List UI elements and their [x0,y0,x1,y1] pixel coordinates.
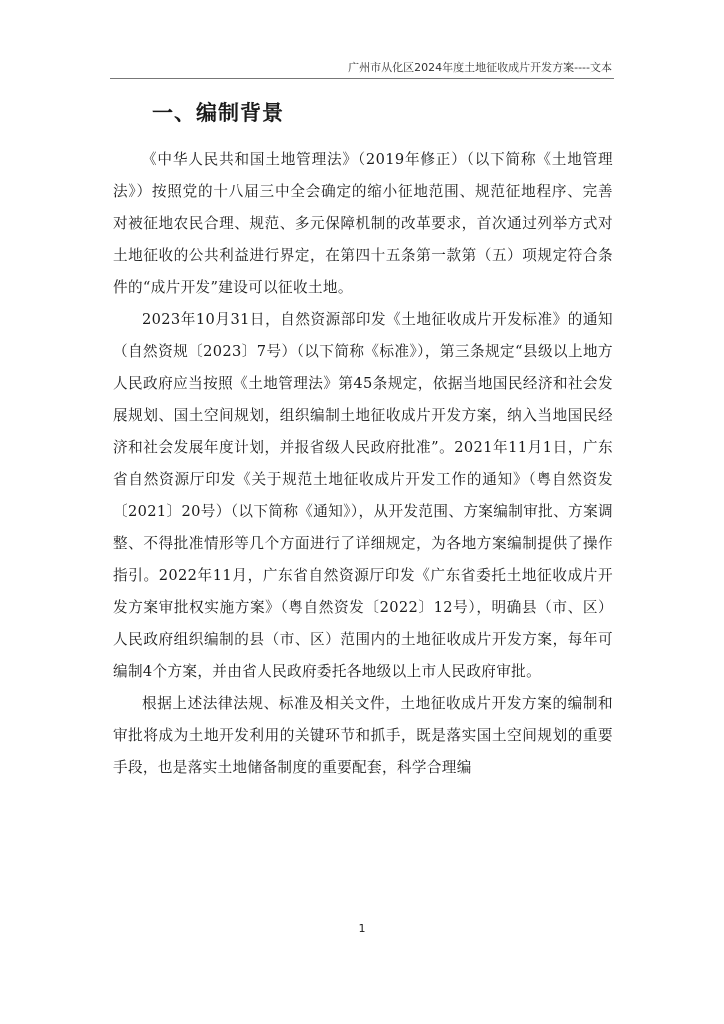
paragraph-significance: 根据上述法律法规、标准及相关文件，土地征收成片开发方案的编制和审批将成为土地开发利用的关键环节和抓手，既是落实国土空间规划的重要手段，也是落实土地储备制度的重要配套，科学合理编 [113,695,613,776]
running-header: 广州市从化区2024年度土地征收成片开发方案----文本 [348,61,612,74]
paragraph-legal-background: 《中华人民共和国土地管理法》（2019年修正）（以下简称《土地管理法》）按照党的十八届三中全会确定的缩小征地范围、规范征地程序、完善对被征地农民合理、规范、多元保障机制的改革要求，首次通过列举方式对土地征收的公共利益进行界定，在第四十五条第一款第（五）项规定符合条件的“成片开发”建设可以征收土地。 [113,151,613,296]
page-number: 1 [358,922,366,935]
section-heading: 一、编制背景 [152,101,284,125]
header-divider [110,78,614,79]
paragraph-policy-documents: 2023年10月31日，自然资源部印发《土地征收成片开发标准》的通知（自然资规〔2023〕7号）（以下简称《标准》），第三条规定“县级以上地方人民政府应当按照《土地管理法》第45条规定，依据当地国民经济和社会发展规划、国土空间规划，组织编制土地征收成片开发方案，纳入当地国民经济和社会发展年度计划，并报省级人民政府批准”。2021年11月1日，广东省自然资源厅印发《关于规范土地征收成片开发工作的通知》（粤自然资发〔2021〕20号）（以下简称《通知》），从开发范围、方案编制审批、方案调整、不得批准情形等几个方面进行了详细规定，为各地方案编制提供了操作指引。2022年11月，广东省自然资源厅印发《广东省委托土地征收成片开发方案审批权实施方案》（粤自然资发〔2022〕12号），明确县（市、区）人民政府组织编制的县（市、区）范围内的土地征收成片开发方案，每年可编制4个方案，并由省人民政府委托各地级以上市人民政府审批。 [113,311,613,680]
body-text [113,144,613,784]
